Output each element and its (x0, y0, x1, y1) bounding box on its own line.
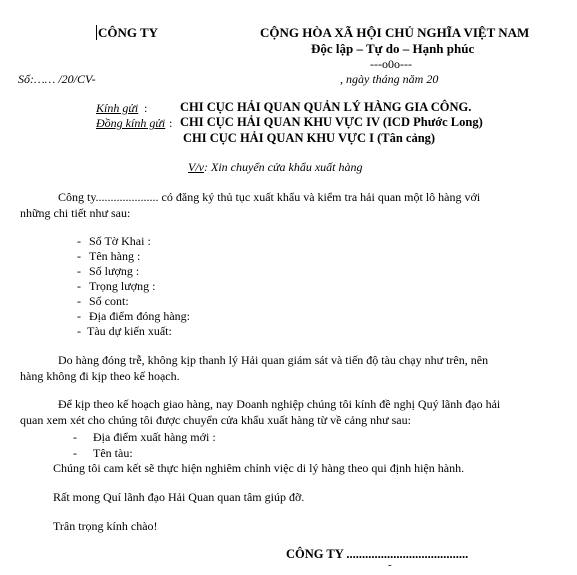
cc-value-2: CHI CỤC HẢI QUAN KHU VỰC I (Tân cảng) (183, 131, 436, 145)
to-colon: : (144, 101, 148, 115)
to-value: CHI CỤC HẢI QUAN QUẢN LÝ HÀNG GIA CÔNG. (180, 100, 472, 114)
separator: ---o0o--- (370, 57, 412, 71)
text-cursor (96, 25, 97, 40)
bullet-dash: - (77, 279, 81, 293)
subject-label: V/v (188, 160, 204, 174)
detail-item: - Trọng lượng : (77, 279, 156, 293)
request-line-2: quan xem xét cho chúng tôi được chuyển cửa khẩu xuất hàng từ về cảng như sau: (20, 413, 411, 427)
company-name: CÔNG TY (98, 25, 159, 40)
request-line-1: Để kịp theo kế hoạch giao hàng, nay Doanh nghiệp chúng tôi kính đề nghị Quý lãnh đạo hải (58, 397, 501, 411)
signature-label: CÔNG TY ....................................... (286, 547, 469, 561)
intro-line-2: những chi tiết như sau: (20, 206, 131, 220)
detail-item: - Địa điểm đóng hàng: (77, 309, 190, 323)
new-item: - Tên tàu: (73, 446, 133, 460)
reason-line-1: Do hàng đóng trễ, không kịp thanh lý Hải quan giám sát và tiến độ tàu chạy như trên, nên (58, 353, 489, 367)
cc-colon: : (169, 116, 173, 130)
bullet-dash: - (77, 309, 81, 323)
intro-line-1: Công ty..................... có đăng ký thủ tục xuất khẩu và kiểm tra hải quan một lô hàng với (58, 190, 481, 204)
detail-item: - Số lượng : (77, 264, 140, 278)
motto: Độc lập – Tự do – Hạnh phúc (311, 41, 475, 56)
detail-item: - Tên hàng : (77, 249, 141, 263)
to-label: Kính gửi (96, 101, 139, 115)
bullet-dash: - (73, 446, 77, 460)
document-date: , ngày tháng năm 20 (340, 72, 439, 86)
bullet-dash: - (73, 430, 77, 444)
bullet-dash: - (77, 249, 81, 263)
cc-label: Đồng kính gửi (96, 116, 166, 130)
detail-item: - Tàu dự kiến xuất: (77, 324, 172, 338)
nation-title: CỘNG HÒA XÃ HỘI CHỦ NGHĨA VIỆT NAM (260, 25, 530, 40)
bullet-dash: - (77, 324, 81, 338)
document-number: Số:…… /20/CV- (18, 72, 96, 86)
bullet-dash: - (77, 234, 81, 248)
cc-value-1: CHI CỤC HẢI QUAN KHU VỰC IV (ICD Phước Long) (180, 115, 483, 129)
subject-line (188, 160, 363, 175)
signature-dash: - (388, 559, 392, 571)
subject-text: : Xin chuyển cửa khẩu xuất hàng (204, 160, 363, 174)
new-item: - Địa điểm xuất hàng mới : (73, 430, 216, 444)
reason-line-2: hàng không đi kịp theo kế hoạch. (20, 369, 180, 383)
detail-item: - Số cont: (77, 294, 129, 308)
regards: Trân trọng kính chào! (53, 519, 158, 533)
commitment: Chúng tôi cam kết sẽ thực hiện nghiêm chỉnh việc di lý hàng theo qui định hiện hành. (53, 461, 465, 475)
bullet-dash: - (77, 264, 81, 278)
bullet-dash: - (77, 294, 81, 308)
detail-item: - Số Tờ Khai : (77, 234, 151, 248)
request-help: Rất mong Quí lãnh đạo Hải Quan quan tâm giúp đỡ. (53, 490, 305, 504)
